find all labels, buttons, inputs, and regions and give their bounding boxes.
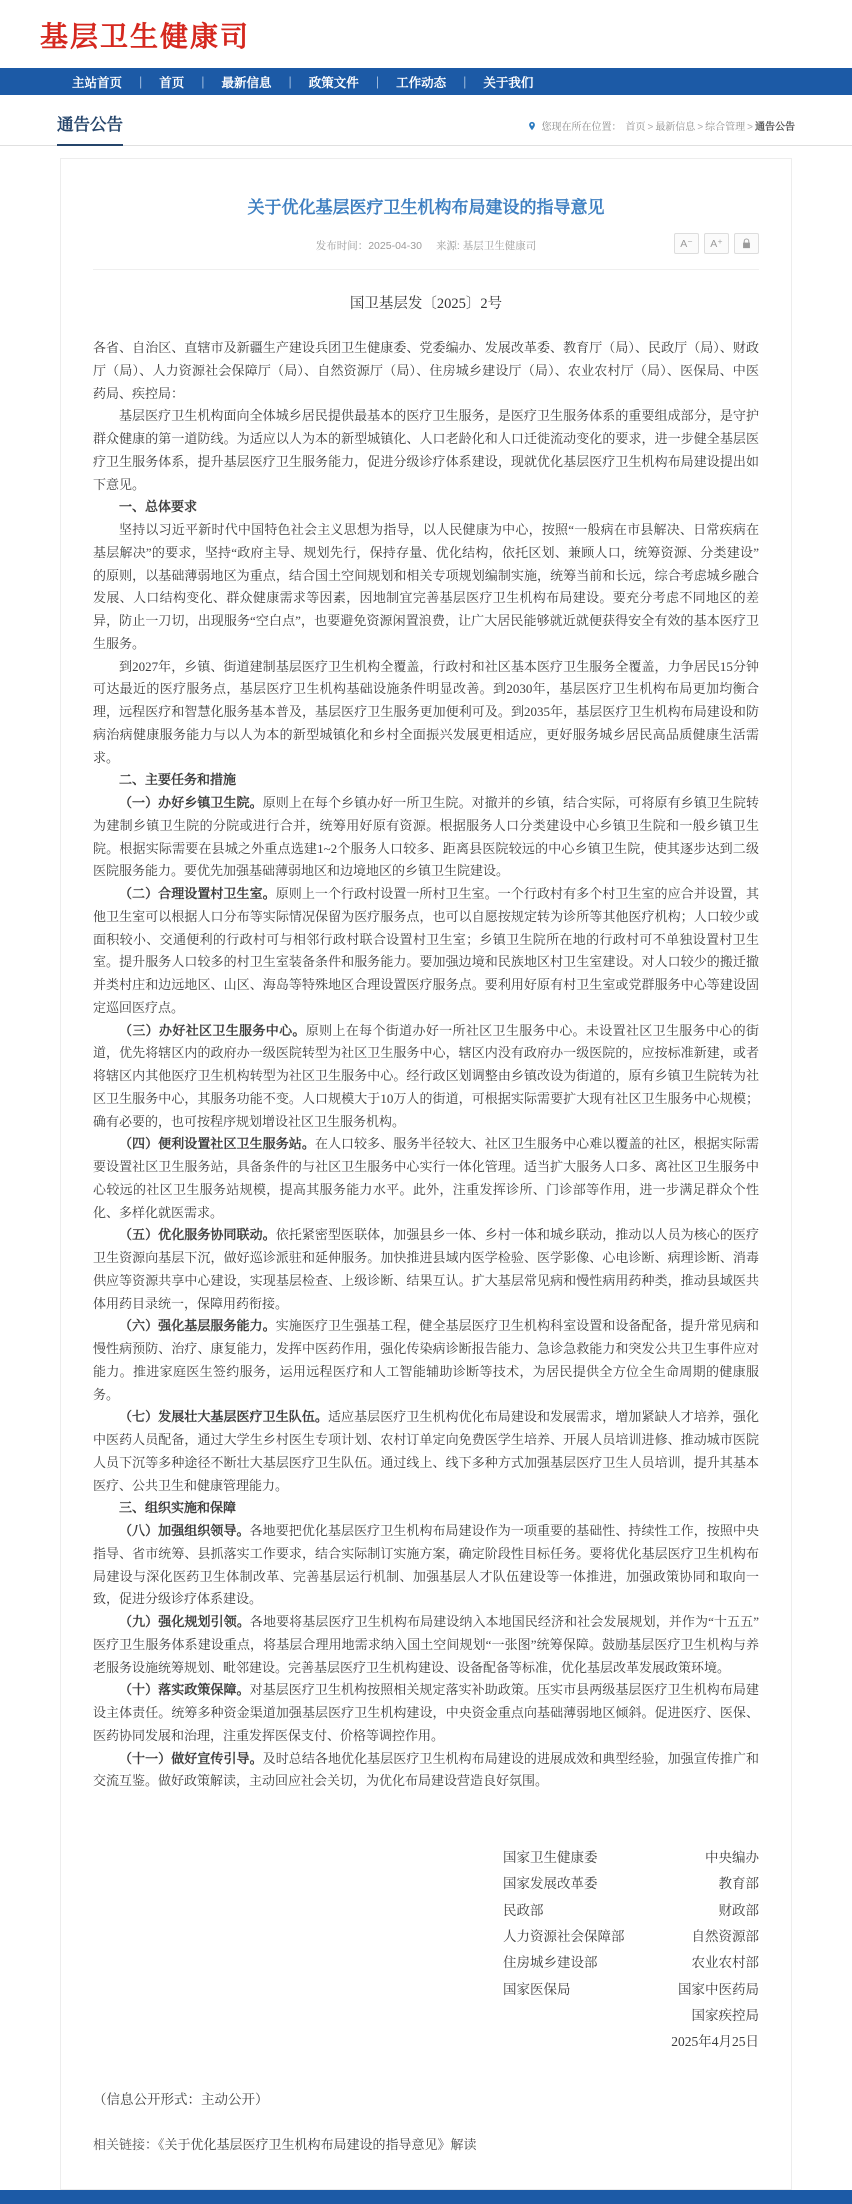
signatory-row (503, 1871, 759, 1897)
breadcrumb-separator: > (647, 122, 654, 133)
disclosure-note: （信息公开形式：主动公开） (93, 2091, 269, 2107)
main-nav (0, 68, 852, 95)
signatory-right: 农业农村部 (691, 1955, 759, 1971)
item-lead: （四）便利设置社区卫生服务站。 (119, 1136, 315, 1152)
item-lead: （九）强化规划引领。 (119, 1614, 250, 1629)
nav-separator: | (375, 74, 380, 89)
item-lead: （三）办好社区卫生服务中心。 (119, 1022, 306, 1038)
document-number: 国卫基层发〔2025〕2号 (349, 296, 503, 312)
location-pin-icon (527, 120, 537, 132)
signatory-right: 教育部 (718, 1876, 759, 1892)
paragraph: （六）强化基层服务能力。实施医疗卫生强基工程，健全基层医疗卫生机构科室设置和设备配备，提升常见病和慢性病预防、治疗、康复能力，发挥中医药作用，强化传染病诊断报告能力、急诊急救能力和突发公共卫生事件应对能力。推进家庭医生签约服务，运用远程医疗和人工智能辅助诊断等技术，为居民提供全方位全生命周期的健康服务。 (93, 1318, 759, 1402)
source-value: 基层卫生健康司 (462, 240, 537, 252)
article-card (60, 158, 792, 2190)
signatory-row (503, 2003, 759, 2029)
site-header (0, 0, 852, 68)
signatory-row (503, 1845, 759, 1871)
paragraph: 坚持以习近平新时代中国特色社会主义思想为指导，以人民健康为中心，按照“一般病在市县解决、日常疾病在基层解决”的要求，坚持“政府主导、规划先行，保持存量、优化结构，依托区划、兼顾人口，统筹资源、分类建设”的原则，以基础薄弱地区为重点，结合国土空间规划和相关专项规划编制实施，统筹当前和长远，综合考虑城乡融合发展、人口结构变化、群众健康需求等因素，因地制宜完善基层医疗卫生机构布局建设。要充分考虑不同地区的差异，防止一刀切，出现服务“空白点”，也要避免资源闲置浪费，让广大居民能够就近就便获得安全有效的基本医疗卫生服务。 (93, 522, 759, 651)
paragraph: 基层医疗卫生机构面向全体城乡居民提供最基本的医疗卫生服务，是医疗卫生服务体系的重要组成部分，是守护群众健康的第一道防线。为适应以人为本的新型城镇化、人口老龄化和人口迁徙流动变化的要求，进一步健全基层医疗卫生服务体系，提升基层医疗卫生服务能力，促进分级诊疗体系建设，现就优化基层医疗卫生机构布局建设提出如下意见。 (93, 408, 759, 492)
related-links-row (93, 2134, 759, 2153)
signatory-left: 住房城乡建设部 (503, 1955, 598, 1971)
nav-separator: | (288, 74, 292, 89)
breadcrumb-row (0, 95, 852, 146)
item-lead: （七）发展壮大基层医疗卫生队伍。 (119, 1409, 328, 1425)
section-heading: 二、主要任务和措施 (119, 772, 237, 788)
signature-block (93, 1845, 759, 2056)
article-meta (93, 238, 759, 270)
signatory-row (503, 1898, 759, 1924)
article-toolbar (674, 233, 759, 254)
related-links-label: 相关链接： (93, 2136, 159, 2152)
site-logo: 基层卫生健康司 (40, 21, 251, 52)
article-body (93, 337, 759, 1793)
signatory-left: 民政部 (503, 1902, 544, 1918)
item-lead: （六）强化基层服务能力。 (119, 1318, 276, 1334)
signatory-right: 自然资源部 (691, 1928, 759, 1944)
breadcrumb-item[interactable]: 综合管理 (705, 122, 746, 133)
publish-date: 2025-04-30 (368, 240, 422, 252)
paragraph: （五）优化服务协同联动。依托紧密型医联体，加强县乡一体、乡村一体和城乡联动，推动以人员为核心的医疗卫生资源向基层下沉，做好巡诊派驻和延伸服务。加快推进县域内医学检验、医学影像、心电诊断、病理诊断、消毒供应等资源共享中心建设，实现基层检查、上级诊断、结果互认。扩大基层常见病和慢性病用药种类，推动县域医共体用药目录统一，保障用药衔接。 (93, 1227, 759, 1311)
breadcrumb-label: 您现在所在位置： (541, 122, 622, 133)
paragraph: （九）强化规划引领。各地要将基层医疗卫生机构布局建设纳入本地国民经济和社会发展规划，并作为“十五五”医疗卫生服务体系建设重点，将基层合理用地需求纳入国土空间规划“一张图”统筹保障。鼓励基层医疗卫生机构与养老服务设施统筹规划、毗邻建设。完善基层医疗卫生机构建设、设备配备等标准，优化基层改革发展政策环境。 (93, 1614, 759, 1675)
nav-separator: | (139, 74, 143, 89)
signatory-row (503, 1977, 759, 2003)
signatory-right: 财政部 (718, 1902, 759, 1918)
source-label: 来源: (435, 240, 460, 252)
nav-item-4[interactable]: 政策文件 (308, 75, 359, 90)
sign-date: 2025年4月25日 (671, 2034, 759, 2050)
footer-bar (0, 2190, 852, 2204)
nav-item-3[interactable]: 最新信息 (221, 75, 272, 90)
paragraph: （三）办好社区卫生服务中心。原则上在每个街道办好一所社区卫生服务中心。未设置社区卫生服务中心的街道，优先将辖区内的政府办一级医院转型为社区卫生服务中心，辖区内没有政府办一级医院的，应按标准新建，或者将辖区内其他医疗卫生机构转型为社区卫生服务中心。经行政区划调整由乡镇改设为街道的，原有乡镇卫生院转为社区卫生服务中心，其服务功能不变。人口规模大于10万人的街道，可根据实际需要扩大现有社区卫生服务中心规模；确有必要的，也可按程序规划增设社区卫生服务机构。 (93, 1022, 759, 1129)
section-title: 通告公告 (57, 111, 123, 146)
article-title: 关于优化基层医疗卫生机构布局建设的指导意见 (247, 198, 605, 217)
font-decrease-button[interactable]: A⁻ (674, 233, 699, 254)
item-lead: （十一）做好宣传引导。 (119, 1750, 263, 1766)
breadcrumb-item[interactable]: 最新信息 (655, 122, 696, 133)
nav-item-1[interactable]: 主站首页 (72, 75, 123, 90)
paragraph: （七）发展壮大基层医疗卫生队伍。适应基层医疗卫生机构优化布局建设和发展需求，增加紧缺人才培养，强化中医药人员配备，通过大学生乡村医生专项计划、农村订单定向免费医学生培养、开展人员培训进修、推动城市医院人员下沉等多种途径不断壮大基层医疗卫生队伍。通过线上、线下多种方式加强基层医疗卫生人员培训，提升其基本医疗、公共卫生和健康管理能力。 (93, 1409, 759, 1493)
signatory-right: 国家疾控局 (691, 2007, 759, 2023)
lock-icon (741, 238, 752, 249)
paragraph: （二）合理设置村卫生室。原则上一个行政村设置一所村卫生室。一个行政村有多个村卫生室的应合并设置，其他卫生室可以根据人口分布等实际情况保留为医疗服务点，也可以自愿按规定转为诊所等其他医疗机构；人口较少或面积较小、交通便利的行政村可与相邻行政村联合设置村卫生室；乡镇卫生院所在地的行政村可不单独设置村卫生室。提升服务人口较多的村卫生室装备条件和服务能力。要加强边境和民族地区村卫生室建设。对人口较少的搬迁撤并类村庄和边远地区、山区、海岛等特殊地区合理设置医疗服务点。要利用好原有村卫生室或党群服务中心等建设固定巡回医疗点。 (93, 886, 759, 1015)
paragraph: （十）落实政策保障。对基层医疗卫生机构按照相关规定落实补助政策。压实市县两级基层医疗卫生机构布局建设主体责任。统筹多种资金渠道加强基层医疗卫生机构建设，中央资金重点向基础薄弱地区倾斜。促进医疗、医保、医药协同发展和治理，注重发挥医保支付、价格等调控作用。 (93, 1682, 759, 1743)
section-heading: 三、组织实施和保障 (119, 1500, 237, 1516)
paragraph: （十一）做好宣传引导。及时总结各地优化基层医疗卫生机构布局建设的进展成效和典型经验，加强宣传推广和交流互鉴。做好政策解读，主动回应社会关切，为优化布局建设营造良好氛围。 (93, 1750, 759, 1789)
breadcrumb-item[interactable]: 首页 (625, 122, 646, 133)
font-increase-button[interactable]: A⁺ (704, 233, 729, 254)
item-lead: （五）优化服务协同联动。 (119, 1227, 276, 1243)
signatory-row (503, 1924, 759, 1950)
signatory-row (503, 1950, 759, 1976)
paragraph: 各省、自治区、直辖市及新疆生产建设兵团卫生健康委、党委编办、发展改革委、教育厅（局）、民政厅（局）、财政厅（局）、人力资源社会保障厅（局）、自然资源厅（局）、住房城乡建设厅（局）、农业农村厅（局）、医保局、中医药局、疾控局： (93, 340, 759, 401)
related-link[interactable]: 《关于优化基层医疗卫生机构布局建设的指导意见》解读 (158, 2136, 477, 2152)
signatory-left: 国家卫生健康委 (503, 1850, 598, 1865)
breadcrumb-item[interactable]: 通告公告 (755, 122, 795, 133)
signatory-right: 国家中医药局 (678, 1981, 759, 1997)
breadcrumb-separator: > (747, 122, 753, 133)
paragraph: （四）便利设置社区卫生服务站。在人口较多、服务半径较大、社区卫生服务中心难以覆盖的社区，根据实际需要设置社区卫生服务站，具备条件的与社区卫生服务中心实行一体化管理。适当扩大服务人口多、离社区卫生服务中心较远的社区卫生服务站规模，提高其服务能力水平。此外，注重发挥诊所、门诊部等作用，进一步满足群众个性化、多样化就医需求。 (93, 1136, 759, 1220)
publish-time-label: 发布时间： (315, 240, 369, 252)
signatory-left: 国家医保局 (503, 1981, 571, 1997)
section-heading: 一、总体要求 (119, 499, 198, 515)
item-lead: （八）加强组织领导。 (119, 1523, 250, 1538)
item-lead: （一）办好乡镇卫生院。 (119, 795, 263, 810)
paragraph: 到2027年，乡镇、街道建制基层医疗卫生机构全覆盖，行政村和社区基本医疗卫生服务全覆盖，力争居民15分钟可达最近的医疗服务点，基层医疗卫生机构基础设施条件明显改善。到2030年，基层医疗卫生机构布局更加均衡合理，远程医疗和智慧化服务基本普及，基层医疗卫生服务更加便利可及。到2035年，基层医疗卫生机构布局建设和防病治病健康服务能力与以人为本的新型城镇化和乡村全面振兴发展更相适应，更好服务城乡居民高品质健康生活需求。 (93, 658, 759, 765)
signatory-right: 中央编办 (705, 1850, 759, 1865)
nav-separator: | (201, 74, 205, 89)
signatory-left: 国家发展改革委 (503, 1876, 598, 1892)
breadcrumb-separator: > (697, 122, 704, 133)
item-lead: （十）落实政策保障。 (119, 1682, 250, 1698)
nav-item-5[interactable]: 工作动态 (396, 75, 447, 90)
nav-item-2[interactable]: 首页 (159, 75, 185, 90)
nav-separator: | (463, 74, 467, 89)
paragraph: （八）加强组织领导。各地要把优化基层医疗卫生机构布局建设作为一项重要的基础性、持续性工作，按照中央指导、省市统筹、县抓落实工作要求，结合实际制订实施方案，确定阶段性目标任务。要将优化基层医疗卫生机构布局建设与深化医药卫生体制改革、完善基层运行机制、加强基层人才队伍建设等一体推进，加强政策协同和取向一致，促进分级诊疗体系建设。 (93, 1523, 759, 1607)
nav-item-6[interactable]: 关于我们 (483, 75, 534, 90)
breadcrumb-path (625, 118, 795, 133)
share-button[interactable] (734, 233, 759, 254)
paragraph: （一）办好乡镇卫生院。原则上在每个乡镇办好一所卫生院。对撤并的乡镇，结合实际，可将原有乡镇卫生院转为建制乡镇卫生院的分院或进行合并，统筹用好原有资源。根据服务人口分类建设中心乡镇卫生院和一般乡镇卫生院。根据实际需要在县城之外重点选建1~2个服务人口较多、距离县医院较远的中心乡镇卫生院，使其逐步达到二级医院服务能力。要优先加强基础薄弱地区和边境地区的乡镇卫生院建设。 (93, 795, 759, 879)
breadcrumb (527, 118, 795, 145)
signatory-left: 人力资源社会保障部 (503, 1928, 625, 1944)
item-lead: （二）合理设置村卫生室。 (119, 886, 276, 901)
